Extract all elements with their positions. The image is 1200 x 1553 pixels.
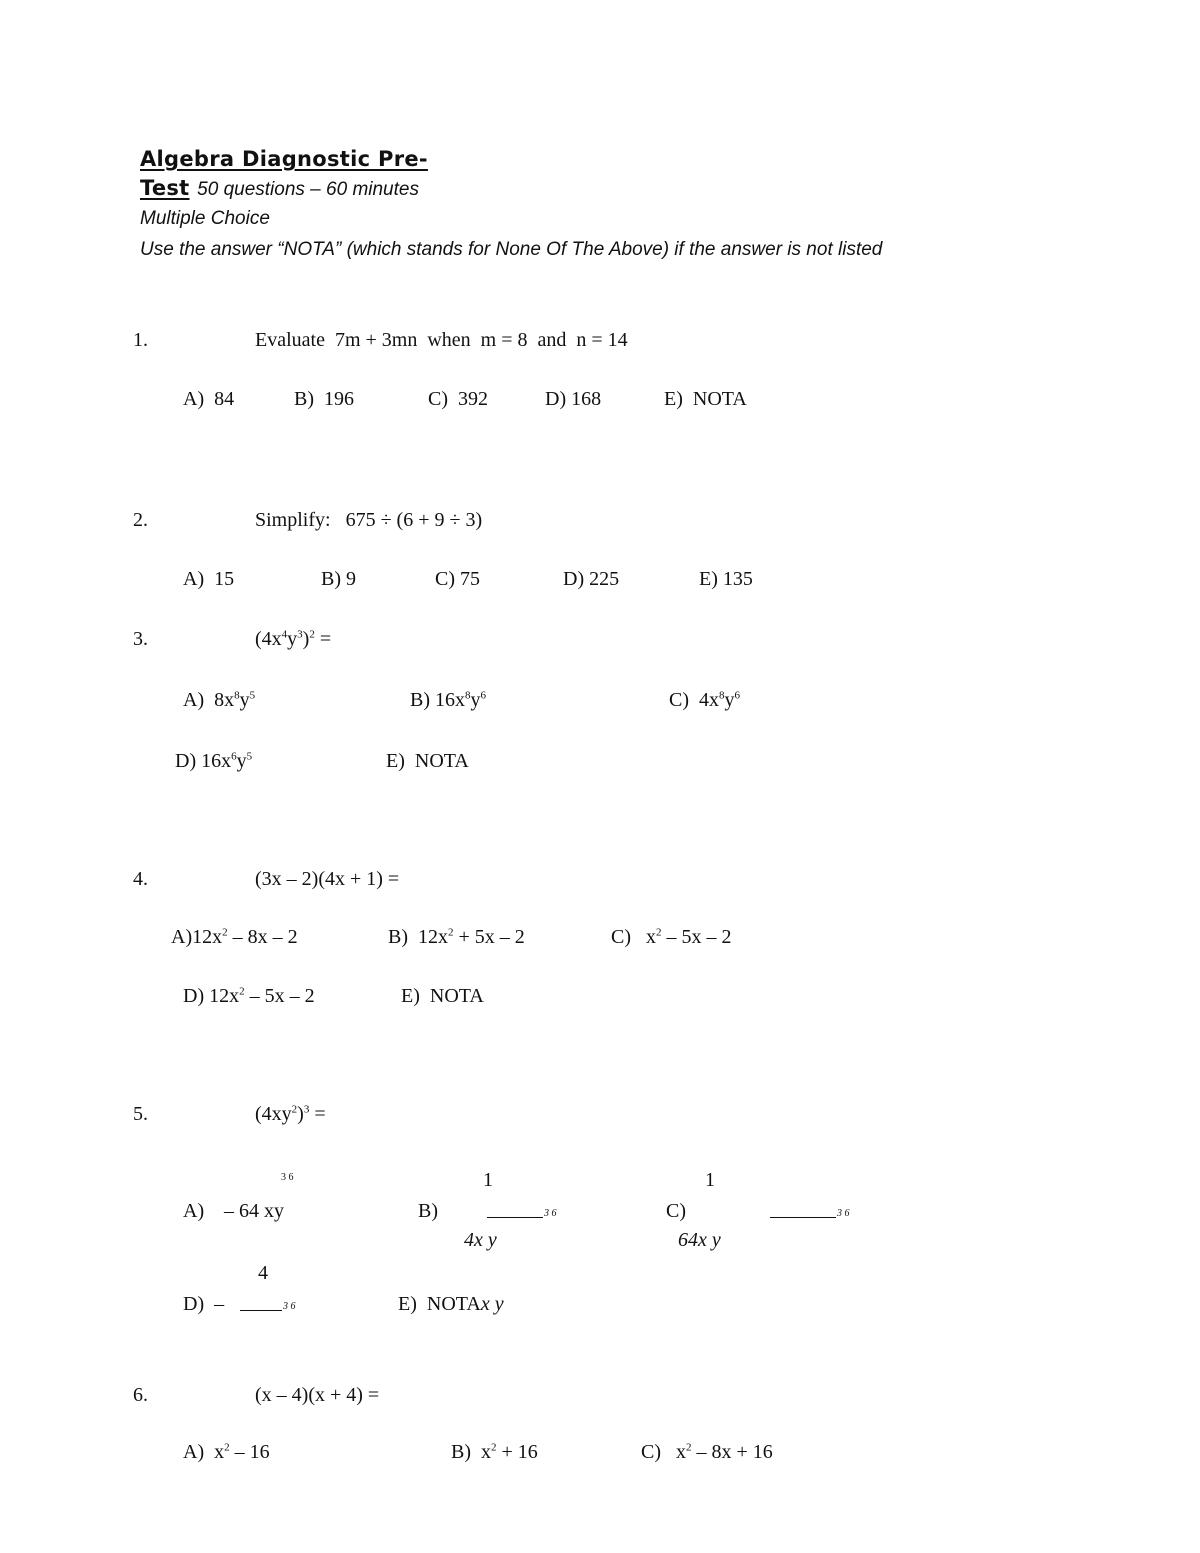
answer-choice: D) 168: [545, 388, 602, 410]
question-number: 6.: [133, 1384, 148, 1406]
answer-choice: B) 9: [321, 568, 356, 590]
question-number: 1.: [133, 329, 148, 351]
answer-choice: A) $8x^8y^5$: [183, 689, 256, 711]
answer-expression: – 64 xy: [224, 1200, 284, 1222]
title-line1: Algebra Diagnostic Pre-: [140, 147, 428, 171]
answer-choice: A) 15: [183, 568, 235, 590]
exponent: 3 6: [837, 1208, 850, 1219]
question-number: 2.: [133, 509, 148, 531]
question-prompt: (3x – 2)(4x + 1) =: [255, 868, 400, 890]
answer-choice: C) 75: [435, 568, 480, 590]
question-prompt: $(4x^4y^3)^2$ =: [255, 628, 332, 650]
exponent: 3 6: [281, 1172, 294, 1183]
question-prompt: Simplify: 675 ÷ (6 + 9 ÷ 3): [255, 509, 483, 531]
fraction-numerator: 1: [483, 1169, 493, 1191]
fraction-denominator: 4x y: [464, 1229, 497, 1251]
fraction-numerator: 1: [705, 1169, 715, 1191]
answer-choice: $A)12x^2 - 8x - 2$: [171, 926, 298, 948]
answer-choice: D) $16x^6y^5$: [175, 750, 253, 772]
answer-choice-label: B): [418, 1200, 438, 1222]
answer-choice: A) $x^2 - 16$: [183, 1441, 270, 1463]
answer-choice-label: C): [666, 1200, 686, 1222]
answer-choice: B) $12x^2 + 5x - 2$: [388, 926, 525, 948]
answer-choice: B) $x^2 + 16$: [451, 1441, 538, 1463]
answer-choice: C) $x^2 - 5x - 2$: [611, 926, 732, 948]
answer-choice: D) 225: [563, 568, 620, 590]
answer-choice: E) NOTAx y: [398, 1293, 504, 1315]
question-number: 4.: [133, 868, 148, 890]
answer-choice: A) 84: [183, 388, 235, 410]
test-meta: 50 questions – 60 minutes: [197, 179, 419, 200]
question-prompt: Evaluate 7m + 3mn when m = 8 and n = 14: [255, 329, 628, 351]
question-prompt: (x – 4)(x + 4) =: [255, 1384, 380, 1406]
answer-choice: C) 392: [428, 388, 488, 410]
title-line2: Test: [140, 176, 190, 200]
answer-choice: E) NOTA: [401, 985, 484, 1007]
exponent: 3 6: [283, 1301, 296, 1312]
answer-choice: D) $12x^2 - 5x - 2$: [183, 985, 315, 1007]
fraction-denominator: x y: [480, 1293, 504, 1315]
answer-choice: B) $16x^8y^6$: [410, 689, 486, 711]
question-number: 5.: [133, 1103, 148, 1125]
fraction-denominator: 64x y: [678, 1229, 721, 1251]
answer-choice: E) NOTA: [386, 750, 469, 772]
answer-choice: C) $x^2 - 8x + 16$: [641, 1441, 773, 1463]
fraction-bar: [487, 1217, 543, 1218]
answer-choice: E) 135: [699, 568, 753, 590]
test-format: Multiple Choice: [140, 208, 270, 229]
answer-choice: B) 196: [294, 388, 354, 410]
answer-choice-label: A): [183, 1200, 205, 1222]
question-prompt: $(4xy^2)^3$ =: [255, 1103, 326, 1125]
fraction-numerator: 4: [258, 1262, 268, 1284]
fraction-bar: [240, 1310, 282, 1311]
answer-choice-label: D) –: [183, 1293, 225, 1315]
test-instruction: Use the answer “NOTA” (which stands for None Of The Above) if the answer is not listed: [140, 239, 883, 260]
answer-choice: C) $4x^8y^6$: [669, 689, 740, 711]
title-line2-row: [140, 178, 419, 199]
answer-choice: E) NOTA: [664, 388, 747, 410]
fraction-bar: [770, 1217, 836, 1218]
question-number: 3.: [133, 628, 148, 650]
exponent: 3 6: [544, 1208, 557, 1219]
